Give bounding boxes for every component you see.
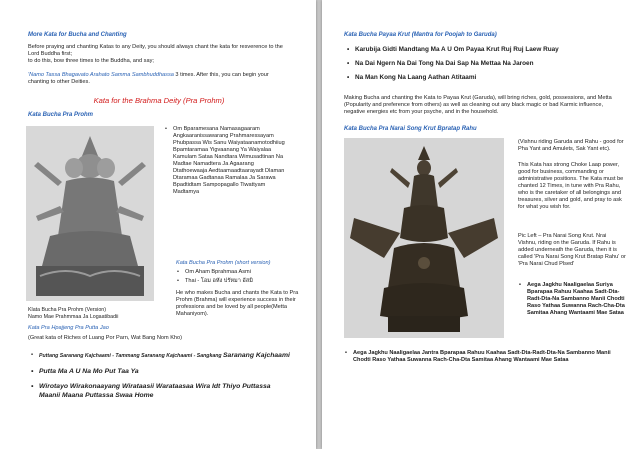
intro-paragraph-1: Before praying and chanting Katas to any Deity, you should always chant the kata for resverence to the Lord Buddha first;	[28, 44, 283, 57]
narai-paragraph-1: (Vishnu riding Garuda and Rahu - good for Pha Yant and Amulets, Sak Yant etc).	[518, 139, 624, 152]
section-title-brahma: Kata for the Brahma Deity (Pra Prohm)	[93, 96, 225, 105]
aega-item-2: • Aega Jagkhu Naaligaelaa Jantra Bparapaa Rahuu Kaahaa Sadt-Dta-Radt-Dta-Na Sambanno Manii Chodti Raso Yathaa Suwanna Rach-Cha-Dta Samitaa Ahang Wantaami Mae Sataa	[344, 350, 624, 364]
payaa-krut-list	[346, 45, 621, 82]
benefit-paragraph: He who makes Bucha and chants the Kata to Pra Prohm (Brahma) will experience success in their professions and be loved by all people(Metta Mahaniyom).	[176, 290, 299, 317]
narai-paragraph-3: Pic Left – Pra Narai Song Krut. Nrai Vishnu, riding on the Garuda. If Rahu is added underneath the Garuda, then it is called 'Pra Narai Song Krut Bratap Rahu' or 'Pra Narai Chud Plsed'	[518, 233, 626, 267]
namo-line	[28, 72, 290, 86]
payaa-paragraph: Making Bucha and chanting the Kata to Payaa Krut (Garuda), will bring riches, gold, possessions, and Metta (Popularity and preference from others) as well as cleaning out any black magic or bad Karmic influence, negative energies etc from your psyche, and in the household.	[344, 95, 612, 115]
phut-item-2: • Putta Ma A U Na Mo Put Taa Ya	[30, 367, 290, 376]
payaa-item-1: • Karubija Gidti Mandtang Ma A U Om Payaa Krut Ruj Ruj Laew Ruay	[346, 45, 621, 54]
aega-list-1	[518, 282, 630, 317]
caption-namo: Namo Mae Prahmmaa Ja Logaatibadii	[28, 314, 119, 320]
kata-bucha-title: Kata Bucha Pra Prohm	[28, 112, 94, 118]
kata-long-text: • Om Bparamesana Namasagaaram Angkaaranissawarang Prahmaressayam Phubpassa Wis Sanu Waiyataanamotodhiiug Bpamtaramaa Yigvaanang Ya Waiyalaa Kamulam Sataa Nandtara Wimusadtinan Na Madtae Namadtera Ja Agaarang Dtathoewaaja Aedtaamaadtaarayadt Dlaman Dtaramaa Gadtanaa Ramalaa Ja Sarawa Bpadtidtam Sampopagallo Tiwattyam Madtamya	[164, 126, 289, 196]
payaa-item-3: • Na Man Kong Na Laang Aathan Atitaami	[346, 73, 621, 82]
caption-version: Klata Bucha Pra Prohm (Version)	[28, 307, 107, 313]
narai-paragraph-2: This Kata has strong Choke Laap power, good for business, commanding or administrative positions. The Kata must be chanted 12 Times, in tune with Pra Rahu, who is the caretaker of all belongings and treasures, silver and gold, and pray to ask for what you wish for.	[518, 162, 624, 210]
short-version-title: Kata Bucha Pra Prohm (short version)	[176, 260, 271, 266]
vishnu-garuda-image	[344, 138, 504, 338]
phut-item-1: • Puttang Saranang Kajchaami - Tammang Saranang Kajchaami - Sangkang Saranang Kajchaami	[30, 351, 290, 361]
short-version-list	[176, 269, 301, 285]
phut-title: Kata Pra Hpajjeng Pra Putta Jao	[28, 325, 109, 331]
heading-more-kata: More Kata for Bucha and Chanting	[28, 32, 127, 38]
kata-long-list	[164, 126, 289, 196]
brahma-statue-image	[26, 126, 154, 301]
short-item: • Om Aham Bprahmaa Asmi	[176, 269, 301, 276]
aega-item-1: • Aega Jagkhu Naaligaelaa Suriya Bparapaa Rahuu Kaahaa Sadt-Dta-Radt-Dta-Na Sambanno Manii Chodti Raso Yathaa Suwanna Rach-Cha-Dta Samitaa Ahang Wantaami Mae Sataa	[518, 282, 630, 317]
payaa-item-2: • Na Dai Ngern Na Dai Tong Na Dai Sap Na Mettaa Na Jaroen	[346, 59, 621, 68]
right-page	[322, 0, 640, 449]
left-page	[0, 0, 316, 449]
payaa-krut-title: Kata Bucha Payaa Krut (Mantra for Poojah to Garuda)	[344, 32, 497, 38]
narai-title: Kata Bucha Pra Narai Song Krut Bpratap Rahu	[344, 126, 477, 132]
namo-rest: 3 times. After this, you can begin your chanting to other Deities.	[28, 72, 269, 85]
brahma-illustration	[26, 126, 154, 301]
phut-subtitle: (Great kata of Riches of Luang Por Parn, Wat Bang Nom Kho)	[28, 335, 183, 341]
namo-pali: 'Namo Tassa Bhagavato Arahato Samma Sambhuddhassa	[28, 72, 174, 78]
intro-paragraph-2: to do this, bow three times to the Buddha, and say;	[28, 58, 154, 64]
phut-item-3: • Wirotayo Wirakonaayang Wirataasii Warataasaa Wira Idt Thiyo Puttassa Maanii Maana Puttassa Swaa Home	[30, 382, 290, 400]
vishnu-garuda-illustration	[344, 138, 504, 338]
short-item: • Thai - โอม อหัง ปรัหมา อัสมิ	[176, 278, 301, 285]
aega-list-2	[344, 350, 624, 364]
phut-list	[30, 351, 290, 400]
